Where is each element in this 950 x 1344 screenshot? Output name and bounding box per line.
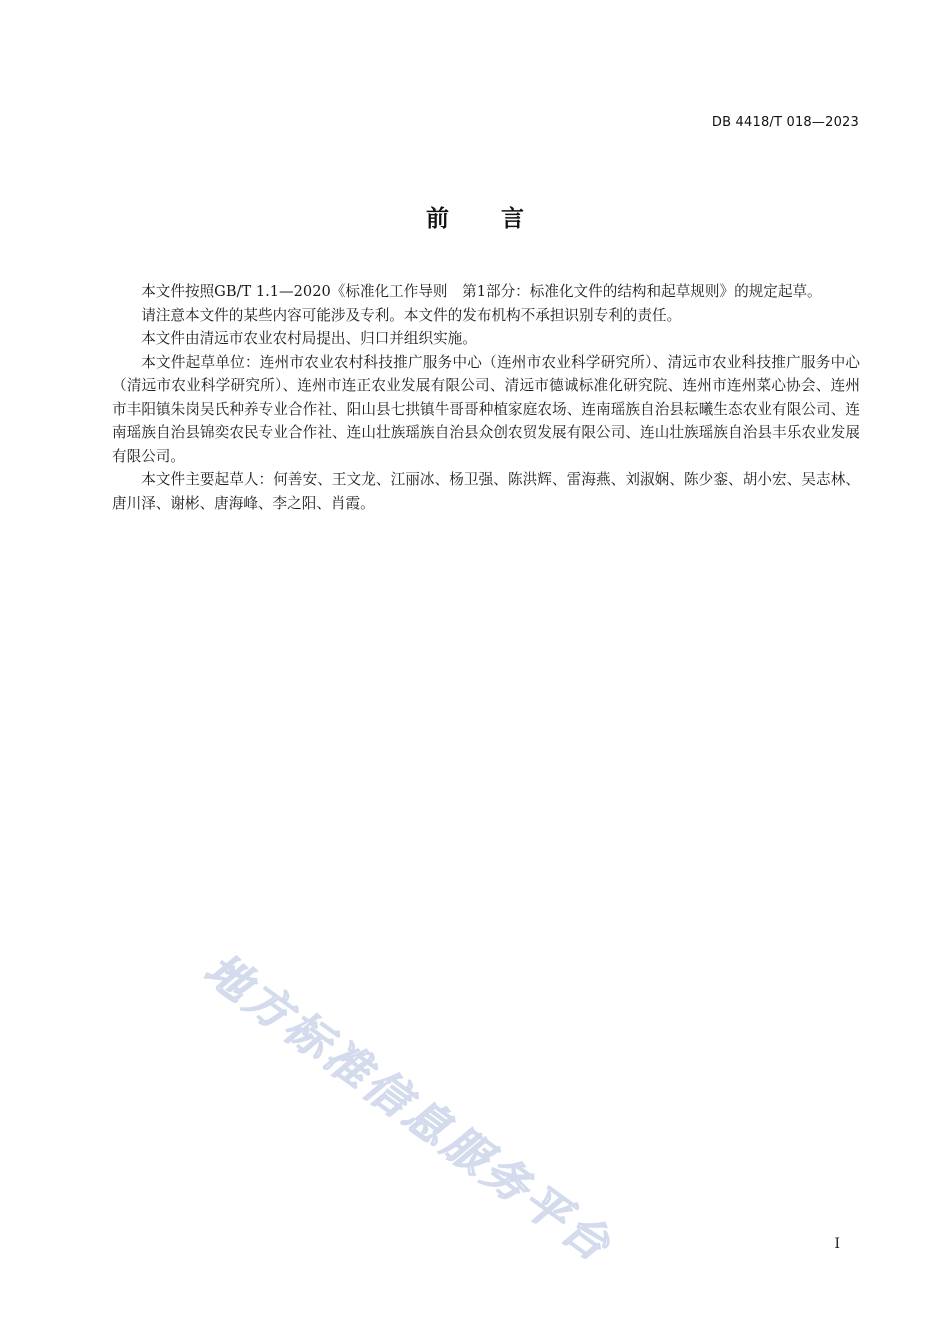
page-title bbox=[0, 200, 950, 233]
document-code: DB 4418/T 018—2023 bbox=[711, 115, 859, 130]
title-char-1: 前 bbox=[426, 206, 449, 232]
paragraph-drafting-units: 本文件起草单位：连州市农业农村科技推广服务中心（连州市农业科学研究所）、清远市农业科技推广服务中心（清远市农业科学研究所）、连州市连正农业发展有限公司、清远市德诚标准化研究院、连州市连州菜心协会、连州市丰阳镇朱岗吴氏种养专业合作社、阳山县七拱镇牛哥哥种植家庭农场、连南瑶族自治县耘曦生态农业有限公司、连南瑶族自治县锦奕农民专业合作社、连山壮族瑶族自治县众创农贸发展有限公司、连山壮族瑶族自治县丰乐农业发展有限公司。 bbox=[112, 353, 860, 465]
paragraph-patent-notice: 请注意本文件的某些内容可能涉及专利。本文件的发布机构不承担识别专利的责任。 bbox=[141, 306, 682, 324]
paragraph-drafters: 本文件主要起草人：何善安、王文龙、江丽冰、杨卫强、陈洪辉、雷海燕、刘淑娴、陈少銮、胡小宏、吴志林、唐川泽、谢彬、唐海峰、李之阳、肖霞。 bbox=[112, 471, 860, 512]
paragraph-drafting-basis: 本文件按照GB/T 1.1—2020《标准化工作导则 第1部分：标准化文件的结构和起草规则》的规定起草。 bbox=[141, 283, 822, 300]
watermark: 地方标准信息服务平台 bbox=[195, 943, 622, 1274]
paragraph-proposer: 本文件由清远市农业农村局提出、归口并组织实施。 bbox=[141, 330, 477, 347]
foreword-body bbox=[112, 280, 860, 515]
title-char-2: 言 bbox=[501, 206, 524, 232]
page-number: I bbox=[834, 1236, 840, 1252]
